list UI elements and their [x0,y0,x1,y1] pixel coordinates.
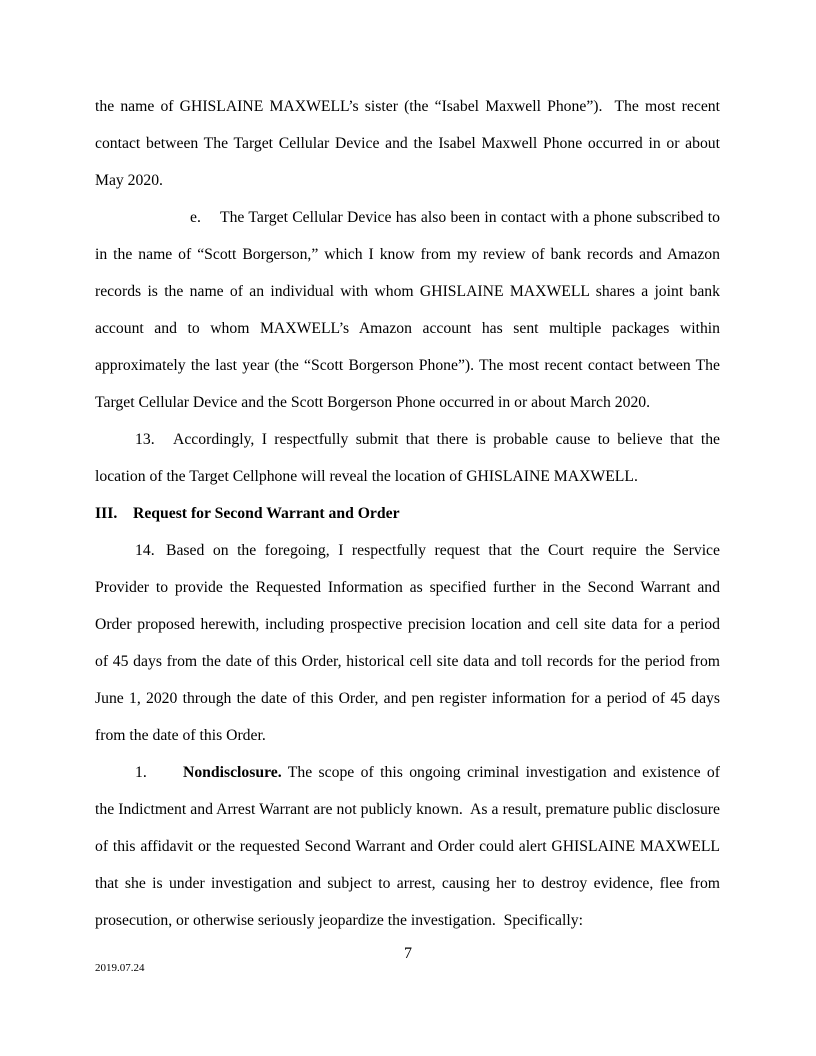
paragraph-e-scott-borgerson-line-2: in the name of “Scott Borgerson,” which I know from my review of bank records and Amazon [95,246,720,263]
paragraph-14-requested-information-line-5: June 1, 2020 through the date of this Order, and pen register information for a period of 45 days [95,690,720,707]
paragraph-1-nondisclosure-line-5: prosecution, or otherwise seriously jeopardize the investigation. Specifically: [95,912,583,929]
paragraph-14-requested-information-line-6: from the date of this Order. [95,727,266,744]
document-body [95,88,720,939]
paragraph-13-probable-cause-line-1: 13. Accordingly, I respectfully submit that there is probable cause to believe that the [95,421,720,458]
list-marker: 1. [135,764,147,781]
paragraph-1-nondisclosure-line-2: the Indictment and Arrest Warrant are not publicly known. As a result, premature public disclosure [95,801,720,818]
list-marker: 14. [135,542,155,559]
paragraph-isabel-maxwell-phone-line-3: May 2020. [95,172,163,189]
paragraph-14-requested-information-line-4: of 45 days from the date of this Order, historical cell site data and toll records for the period from [95,653,720,670]
paragraph-14-requested-information-line-1: 14. Based on the foregoing, I respectfully request that the Court require the Service [95,532,720,569]
footer-timestamp: 2019.07.24 [95,962,145,974]
paragraph-1-nondisclosure-line-4: that she is under investigation and subject to arrest, causing her to destroy evidence, flee from [95,875,720,892]
paragraph-1-nondisclosure-line-1: 1. Nondisclosure. The scope of this ongoing criminal investigation and existence of [95,754,720,791]
page-number: 7 [404,945,412,962]
paragraph-1-nondisclosure-line-3: of this affidavit or the requested Second Warrant and Order could alert GHISLAINE MAXWELL [95,838,720,855]
paragraph-e-scott-borgerson-line-3: records is the name of an individual with whom GHISLAINE MAXWELL shares a joint bank [95,283,720,300]
paragraph-e-scott-borgerson-line-1: e. The Target Cellular Device has also been in contact with a phone subscribed to [95,199,720,236]
paragraph-e-scott-borgerson-line-4: account and to whom MAXWELL’s Amazon account has sent multiple packages within [95,320,720,337]
paragraph-isabel-maxwell-phone-line-1: the name of GHISLAINE MAXWELL’s sister (the “Isabel Maxwell Phone”). The most recent [95,98,720,115]
list-marker: III. [95,505,118,522]
paragraph-13-probable-cause-line-2: location of the Target Cellphone will reveal the location of GHISLAINE MAXWELL. [95,468,638,485]
paragraph-isabel-maxwell-phone-line-2: contact between The Target Cellular Device and the Isabel Maxwell Phone occurred in or about [95,135,720,152]
list-marker: 13. [135,431,155,448]
paragraph-e-scott-borgerson-line-5: approximately the last year (the “Scott Borgerson Phone”). The most recent contact between The [95,357,720,374]
heading-iii-request-second-warrant-and-order-line-1: III. Request for Second Warrant and Order [95,495,720,532]
list-marker: e. [190,209,201,226]
paragraph-14-requested-information-line-3: Order proposed herewith, including prospective precision location and cell site data for a period [95,616,720,633]
paragraph-14-requested-information-line-2: Provider to provide the Requested Information as specified further in the Second Warrant and [95,579,720,596]
paragraph-e-scott-borgerson-line-6: Target Cellular Device and the Scott Borgerson Phone occurred in or about March 2020. [95,394,651,411]
